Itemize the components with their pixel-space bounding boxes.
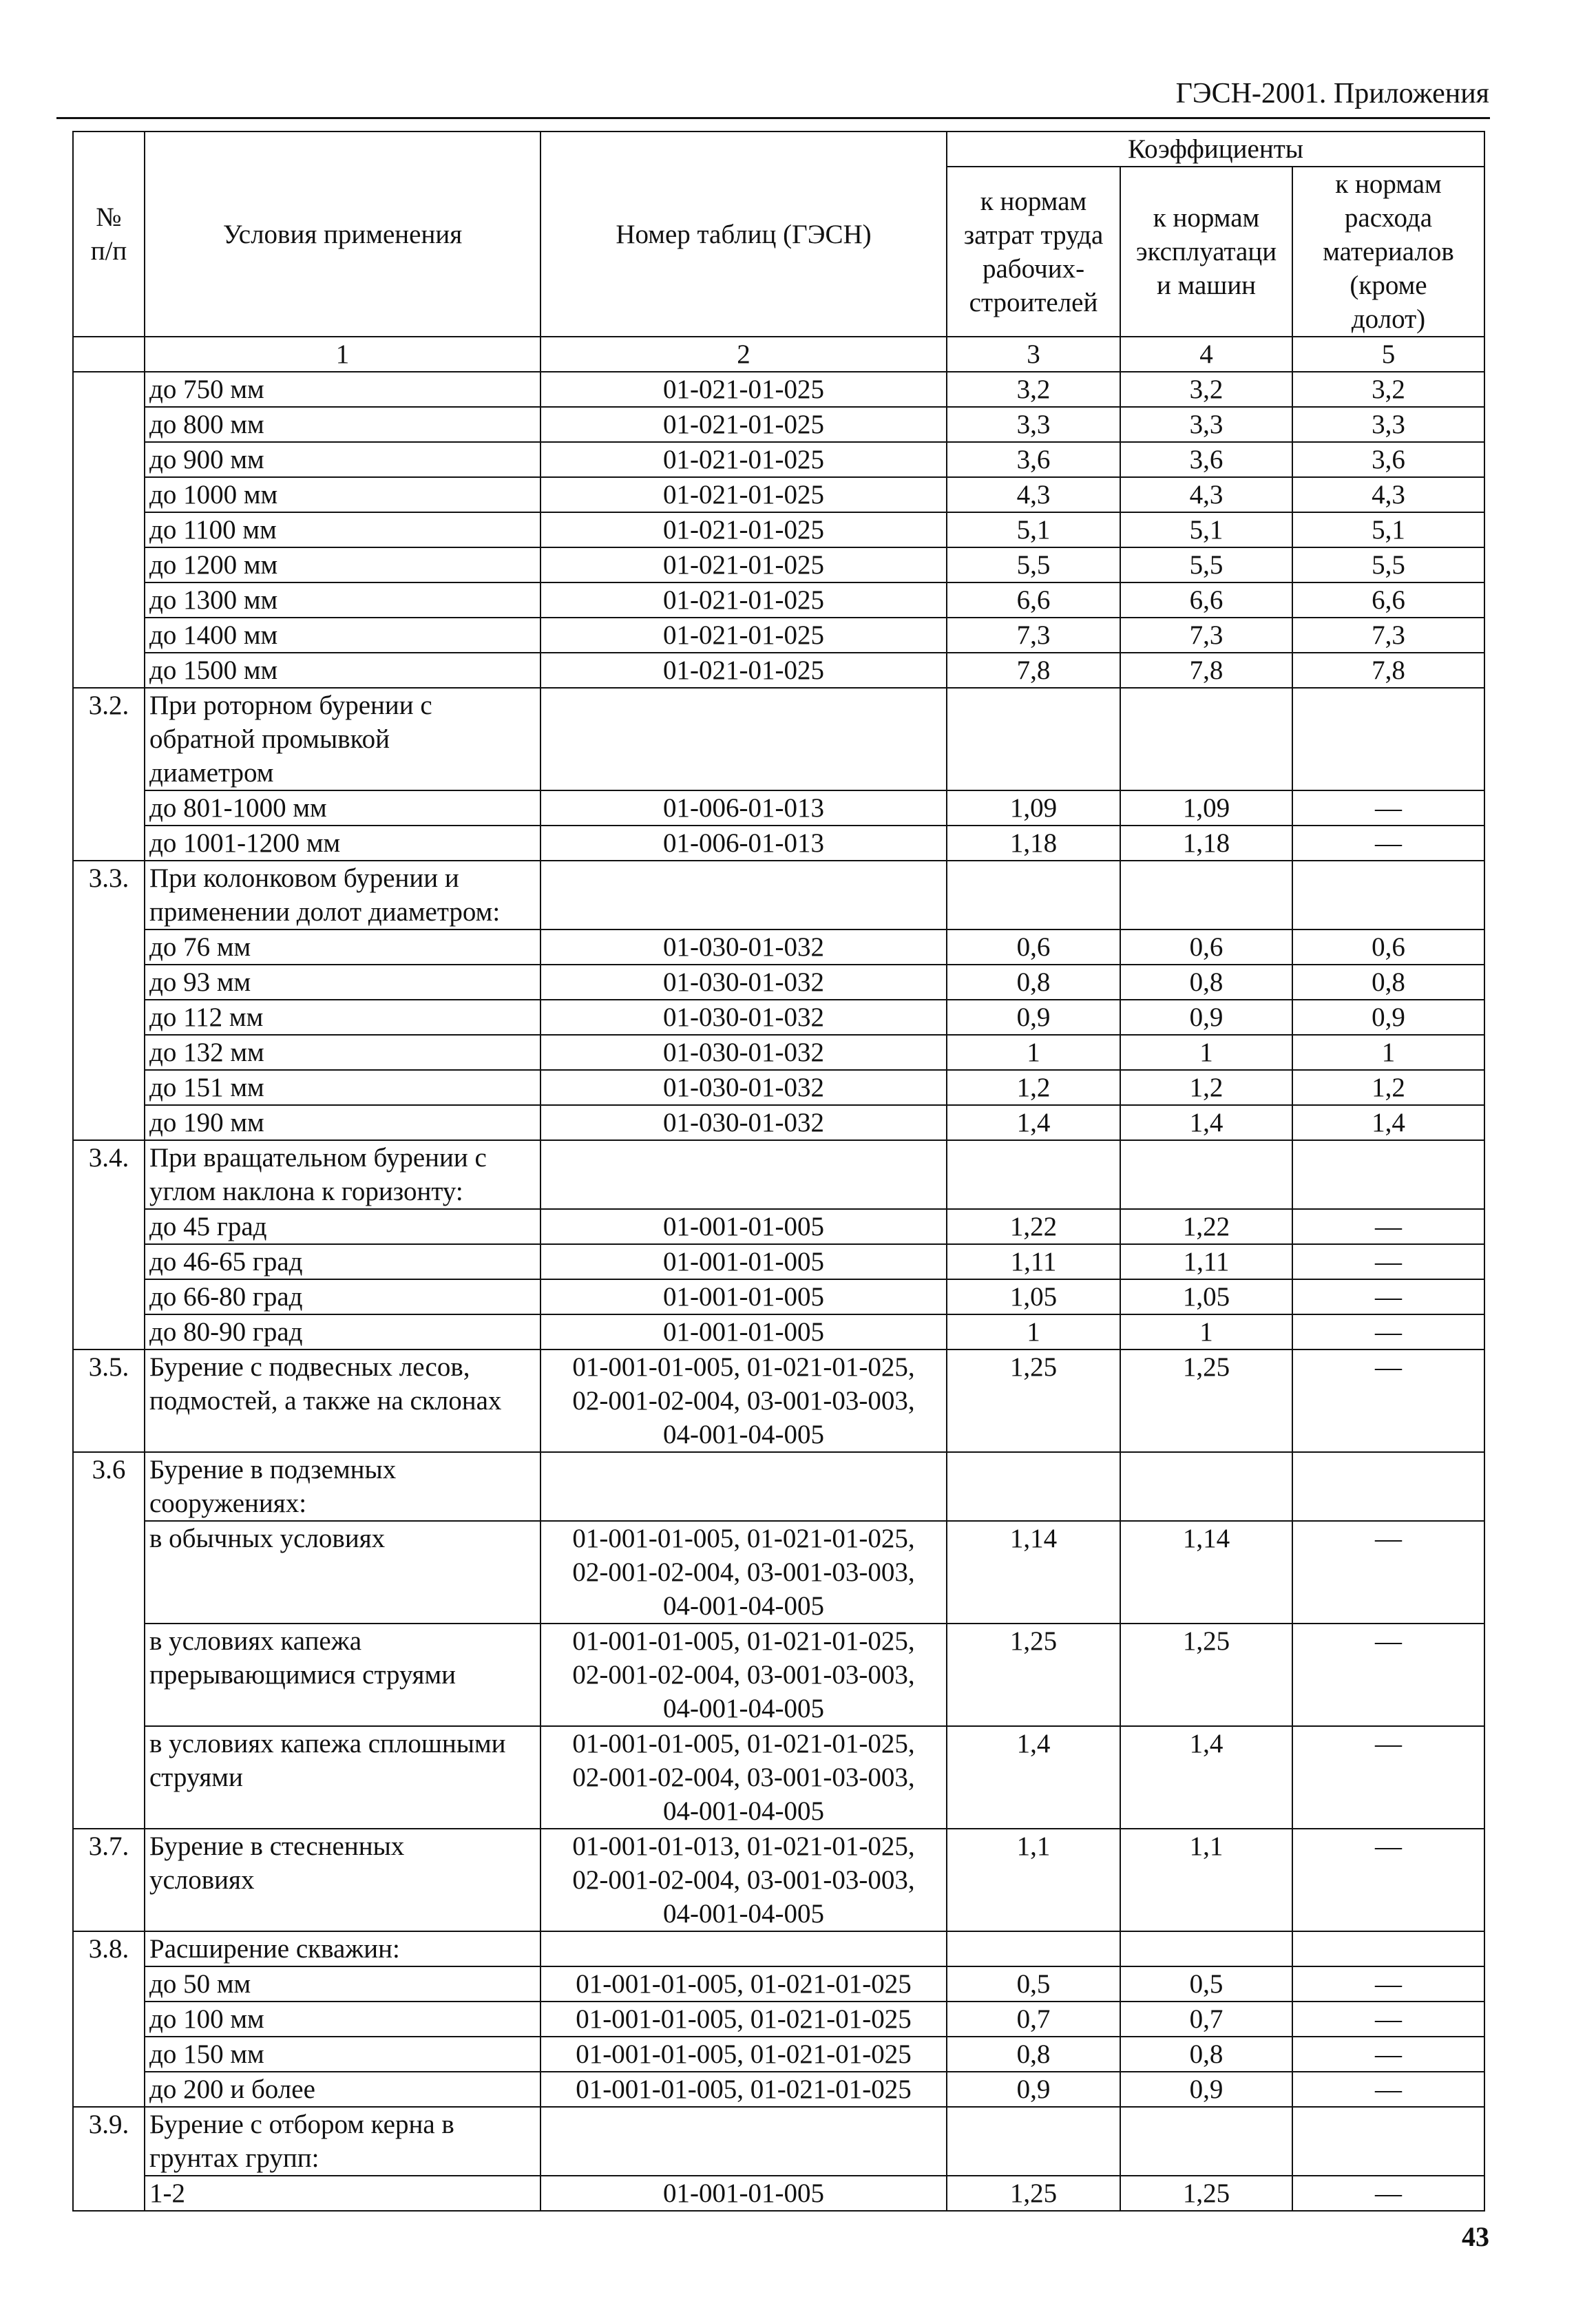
row-table-numbers: 01-021-01-025 [540,442,947,477]
row-table-numbers: 01-030-01-032 [540,965,947,1000]
row-table-numbers: 01-030-01-032 [540,930,947,965]
row-condition: до 1400 мм [145,618,540,653]
row-coef-labor: 1,22 [947,1209,1120,1244]
row-table-numbers [540,1452,947,1521]
row-coef-machines: 1,25 [1120,1349,1292,1452]
row-coef-materials: — [1292,1829,1484,1931]
row-number [73,2002,145,2037]
row-condition: до 151 мм [145,1070,540,1105]
row-coef-materials [1292,688,1484,790]
table-row [73,1000,1484,1035]
row-table-numbers [540,1140,947,1209]
row-condition: до 100 мм [145,2002,540,2037]
row-coef-materials: 0,8 [1292,965,1484,1000]
row-coef-labor: 0,8 [947,2037,1120,2072]
table-row [73,688,1484,790]
row-coef-machines: 1,25 [1120,2176,1292,2211]
table-row [73,1314,1484,1349]
row-condition: до 45 град [145,1209,540,1244]
row-table-numbers: 01-001-01-005 [540,1279,947,1314]
row-coef-labor [947,1452,1120,1521]
row-coef-machines [1120,861,1292,930]
row-condition: до 132 мм [145,1035,540,1070]
row-table-numbers: 01-001-01-005 [540,1244,947,1279]
row-condition: Расширение скважин: [145,1931,540,1966]
row-coef-labor: 7,3 [947,618,1120,653]
row-coef-labor: 1,05 [947,1279,1120,1314]
row-condition: Бурение в стесненных условиях [145,1829,540,1931]
row-number: 3.5. [73,1349,145,1452]
row-condition: до 750 мм [145,372,540,407]
row-number [73,1314,145,1349]
row-coef-machines: 0,5 [1120,1966,1292,2002]
row-condition: до 46-65 град [145,1244,540,1279]
row-condition: до 1000 мм [145,477,540,512]
row-coef-machines: 5,1 [1120,512,1292,547]
row-coef-labor: 0,9 [947,2072,1120,2107]
table-row [73,442,1484,477]
row-coef-labor [947,2107,1120,2176]
table-row [73,2176,1484,2211]
header-rule [56,117,1490,119]
row-coef-labor: 0,5 [947,1966,1120,2002]
row-number [73,826,145,861]
row-table-numbers: 01-030-01-032 [540,1105,947,1140]
row-coef-machines: 3,2 [1120,372,1292,407]
row-condition: до 112 мм [145,1000,540,1035]
table-row [73,372,1484,407]
row-coef-materials: — [1292,1244,1484,1279]
row-coef-labor: 0,6 [947,930,1120,965]
row-number [73,930,145,965]
row-coef-materials: — [1292,1279,1484,1314]
row-coef-machines: 6,6 [1120,582,1292,618]
row-coef-machines: 1,1 [1120,1829,1292,1931]
table-row [73,477,1484,512]
row-coef-materials: 6,6 [1292,582,1484,618]
row-coef-machines: 1,25 [1120,1624,1292,1726]
row-coef-materials: 3,2 [1292,372,1484,407]
row-number: 3.4. [73,1140,145,1209]
col-number: 5 [1292,337,1484,372]
table-row [73,1349,1484,1452]
row-coef-machines: 0,7 [1120,2002,1292,2037]
row-condition: до 190 мм [145,1105,540,1140]
col-number: 2 [540,337,947,372]
row-condition: Бурение в подземных сооружениях: [145,1452,540,1521]
row-coef-machines: 1 [1120,1035,1292,1070]
row-coef-labor: 1,25 [947,1349,1120,1452]
table-row [73,1931,1484,1966]
table-row [73,1829,1484,1931]
row-condition: Бурение с отбором керна в грунтах групп: [145,2107,540,2176]
row-condition: до 66-80 град [145,1279,540,1314]
coefficients-table [72,131,1485,2212]
row-number [73,512,145,547]
row-table-numbers: 01-021-01-025 [540,653,947,688]
page-number: 43 [1462,2221,1489,2252]
row-coef-machines: 1,4 [1120,1726,1292,1829]
header-materials: к нормам расхода материалов (кроме долот) [1292,167,1484,337]
row-table-numbers: 01-001-01-005, 01-021-01-025 [540,2002,947,2037]
row-coef-machines [1120,1931,1292,1966]
row-table-numbers: 01-001-01-005, 01-021-01-025 [540,2072,947,2107]
row-coef-labor: 1,18 [947,826,1120,861]
row-number [73,653,145,688]
row-table-numbers [540,688,947,790]
row-coef-machines [1120,688,1292,790]
row-number [73,442,145,477]
row-coef-materials: 7,8 [1292,653,1484,688]
row-coef-machines: 1,2 [1120,1070,1292,1105]
table-row [73,653,1484,688]
row-condition: до 900 мм [145,442,540,477]
row-coef-labor: 0,9 [947,1000,1120,1035]
row-number [73,477,145,512]
row-table-numbers: 01-001-01-013, 01-021-01-025, 02-001-02-004, 03-001-03-003, 04-001-04-005 [540,1829,947,1931]
row-coef-materials: 5,5 [1292,547,1484,582]
row-coef-labor: 4,3 [947,477,1120,512]
row-coef-materials: — [1292,2072,1484,2107]
row-condition: При колонковом бурении и применении долот диаметром: [145,861,540,930]
row-condition: до 1500 мм [145,653,540,688]
row-coef-machines: 0,9 [1120,1000,1292,1035]
row-coef-labor: 3,6 [947,442,1120,477]
header-tables: Номер таблиц (ГЭСН) [540,132,947,337]
row-condition: до 93 мм [145,965,540,1000]
row-coef-materials: — [1292,2002,1484,2037]
row-number: 3.7. [73,1829,145,1931]
row-table-numbers: 01-021-01-025 [540,618,947,653]
row-condition: до 76 мм [145,930,540,965]
row-table-numbers [540,1931,947,1966]
row-coef-labor [947,1931,1120,1966]
table-row [73,1521,1484,1624]
col-number [73,337,145,372]
row-number [73,1070,145,1105]
row-table-numbers: 01-006-01-013 [540,826,947,861]
table-row [73,2037,1484,2072]
row-table-numbers: 01-001-01-005, 01-021-01-025 [540,2037,947,2072]
table-row [73,407,1484,442]
row-number [73,2072,145,2107]
row-coef-materials: — [1292,2176,1484,2211]
row-coef-machines: 0,8 [1120,2037,1292,2072]
row-coef-labor: 1,4 [947,1726,1120,1829]
col-number: 3 [947,337,1120,372]
table-row [73,1209,1484,1244]
header-conditions: Условия применения [145,132,540,337]
row-coef-machines: 3,6 [1120,442,1292,477]
row-condition: до 50 мм [145,1966,540,2002]
header-num: № п/п [73,132,145,337]
row-condition: до 801-1000 мм [145,790,540,826]
row-number [73,407,145,442]
row-coef-labor [947,861,1120,930]
row-coef-labor: 7,8 [947,653,1120,688]
table-row [73,582,1484,618]
row-coef-materials: 4,3 [1292,477,1484,512]
row-condition: до 1100 мм [145,512,540,547]
row-coef-materials [1292,2107,1484,2176]
row-table-numbers: 01-001-01-005, 01-021-01-025 [540,1966,947,2002]
table-row [73,1966,1484,2002]
row-coef-materials: — [1292,790,1484,826]
row-number [73,547,145,582]
row-condition: в условиях капежа прерывающимися струями [145,1624,540,1726]
row-coef-machines: 1,14 [1120,1521,1292,1624]
row-condition: до 1300 мм [145,582,540,618]
row-condition: При вращательном бурении с углом наклона к горизонту: [145,1140,540,1209]
row-table-numbers: 01-001-01-005 [540,2176,947,2211]
row-number: 3.2. [73,688,145,790]
row-coef-machines: 3,3 [1120,407,1292,442]
table-row [73,826,1484,861]
table-row [73,547,1484,582]
table-row [73,512,1484,547]
header-machines: к нормам эксплуатаци и машин [1120,167,1292,337]
row-number [73,618,145,653]
row-coef-materials: — [1292,1314,1484,1349]
table-row [73,1452,1484,1521]
row-table-numbers: 01-030-01-032 [540,1070,947,1105]
row-coef-materials: — [1292,1209,1484,1244]
row-coef-materials: 3,6 [1292,442,1484,477]
row-coef-labor: 1,25 [947,1624,1120,1726]
row-table-numbers: 01-021-01-025 [540,512,947,547]
row-table-numbers: 01-021-01-025 [540,547,947,582]
row-coef-labor: 3,3 [947,407,1120,442]
row-coef-materials: 7,3 [1292,618,1484,653]
table-row [73,861,1484,930]
row-table-numbers: 01-006-01-013 [540,790,947,826]
row-condition: до 1200 мм [145,547,540,582]
row-number [73,790,145,826]
row-coef-machines: 1,4 [1120,1105,1292,1140]
row-condition: в обычных условиях [145,1521,540,1624]
row-coef-materials [1292,861,1484,930]
row-coef-materials: 5,1 [1292,512,1484,547]
row-number [73,2037,145,2072]
row-coef-machines: 1,05 [1120,1279,1292,1314]
row-condition: до 200 и более [145,2072,540,2107]
row-coef-machines [1120,2107,1292,2176]
row-coef-labor: 6,6 [947,582,1120,618]
row-coef-machines [1120,1140,1292,1209]
row-coef-materials: — [1292,1966,1484,2002]
row-coef-materials: — [1292,1726,1484,1829]
row-coef-machines: 1,09 [1120,790,1292,826]
row-condition: до 80-90 град [145,1314,540,1349]
row-coef-materials: 1,2 [1292,1070,1484,1105]
table-row [73,1726,1484,1829]
row-condition: Бурение с подвесных лесов, подмостей, а также на склонах [145,1349,540,1452]
row-number: 3.8. [73,1931,145,1966]
row-coef-labor: 1 [947,1314,1120,1349]
row-table-numbers: 01-001-01-005 [540,1314,947,1349]
table-row [73,790,1484,826]
row-coef-labor: 0,8 [947,965,1120,1000]
row-coef-labor [947,1140,1120,1209]
row-number [73,2176,145,2211]
table-row [73,965,1484,1000]
table-row [73,618,1484,653]
row-table-numbers: 01-021-01-025 [540,372,947,407]
row-coef-machines: 1 [1120,1314,1292,1349]
row-coef-labor: 1 [947,1035,1120,1070]
row-number [73,1035,145,1070]
row-table-numbers: 01-030-01-032 [540,1000,947,1035]
row-table-numbers: 01-030-01-032 [540,1035,947,1070]
row-coef-materials: 3,3 [1292,407,1484,442]
table-body [73,372,1484,2211]
row-number: 3.6 [73,1452,145,1521]
running-title: ГЭСН-2001. Приложения [1175,78,1489,109]
row-coef-materials: — [1292,1624,1484,1726]
row-coef-materials: 0,9 [1292,1000,1484,1035]
row-coef-labor: 1,1 [947,1829,1120,1931]
table-row [73,1105,1484,1140]
row-table-numbers: 01-021-01-025 [540,582,947,618]
table-row [73,1070,1484,1105]
row-coef-labor: 1,4 [947,1105,1120,1140]
row-coef-labor: 1,2 [947,1070,1120,1105]
row-table-numbers [540,861,947,930]
table-row [73,1140,1484,1209]
row-number: 3.3. [73,861,145,930]
row-coef-machines: 1,18 [1120,826,1292,861]
row-coef-labor: 1,14 [947,1521,1120,1624]
row-coef-labor: 1,11 [947,1244,1120,1279]
row-number [73,1105,145,1140]
row-coef-materials: — [1292,2037,1484,2072]
row-coef-labor: 1,25 [947,2176,1120,2211]
table-row [73,1244,1484,1279]
col-number: 1 [145,337,540,372]
row-coef-machines [1120,1452,1292,1521]
row-coef-machines: 1,11 [1120,1244,1292,1279]
row-number [73,1521,145,1624]
row-coef-materials [1292,1452,1484,1521]
row-table-numbers: 01-021-01-025 [540,477,947,512]
row-number [73,1726,145,1829]
row-coef-machines: 5,5 [1120,547,1292,582]
row-condition: 1-2 [145,2176,540,2211]
row-coef-labor: 3,2 [947,372,1120,407]
row-number [73,1624,145,1726]
row-coef-labor: 0,7 [947,2002,1120,2037]
table-row [73,1624,1484,1726]
row-coef-materials: — [1292,1521,1484,1624]
row-number [73,1966,145,2002]
row-coef-materials: 1 [1292,1035,1484,1070]
header-coefficients: Коэффициенты [947,132,1484,167]
table-row [73,2107,1484,2176]
row-coef-materials: 0,6 [1292,930,1484,965]
row-table-numbers: 01-001-01-005 [540,1209,947,1244]
row-coef-machines: 0,8 [1120,965,1292,1000]
column-number-row [73,337,1484,372]
row-coef-labor: 5,5 [947,547,1120,582]
row-condition: При роторном бурении с обратной промывкой диаметром [145,688,540,790]
row-coef-materials [1292,1931,1484,1966]
row-coef-materials [1292,1140,1484,1209]
table-row [73,1035,1484,1070]
row-table-numbers: 01-001-01-005, 01-021-01-025, 02-001-02-004, 03-001-03-003, 04-001-04-005 [540,1726,947,1829]
row-coef-machines: 0,9 [1120,2072,1292,2107]
row-table-numbers [540,2107,947,2176]
row-table-numbers: 01-001-01-005, 01-021-01-025, 02-001-02-004, 03-001-03-003, 04-001-04-005 [540,1521,947,1624]
table-row [73,930,1484,965]
col-number: 4 [1120,337,1292,372]
row-coef-materials: — [1292,826,1484,861]
row-condition: в условиях капежа сплошными струями [145,1726,540,1829]
header-labor: к нормам затрат труда рабочих- строителей [947,167,1120,337]
row-condition: до 800 мм [145,407,540,442]
row-number [73,582,145,618]
row-coef-materials: — [1292,1349,1484,1452]
row-coef-machines: 7,8 [1120,653,1292,688]
table-row [73,1279,1484,1314]
row-coef-machines: 1,22 [1120,1209,1292,1244]
row-number [73,1244,145,1279]
row-coef-machines: 4,3 [1120,477,1292,512]
row-number [73,1000,145,1035]
row-coef-machines: 0,6 [1120,930,1292,965]
row-table-numbers: 01-001-01-005, 01-021-01-025, 02-001-02-004, 03-001-03-003, 04-001-04-005 [540,1624,947,1726]
row-table-numbers: 01-001-01-005, 01-021-01-025, 02-001-02-004, 03-001-03-003, 04-001-04-005 [540,1349,947,1452]
row-table-numbers: 01-021-01-025 [540,407,947,442]
row-condition: до 150 мм [145,2037,540,2072]
row-coef-materials: 1,4 [1292,1105,1484,1140]
row-number [73,372,145,407]
row-coef-labor: 1,09 [947,790,1120,826]
row-condition: до 1001-1200 мм [145,826,540,861]
row-number [73,1209,145,1244]
row-coef-machines: 7,3 [1120,618,1292,653]
table-row [73,2072,1484,2107]
row-number: 3.9. [73,2107,145,2176]
row-number [73,1279,145,1314]
row-coef-labor: 5,1 [947,512,1120,547]
row-coef-labor [947,688,1120,790]
table-row [73,2002,1484,2037]
row-number [73,965,145,1000]
